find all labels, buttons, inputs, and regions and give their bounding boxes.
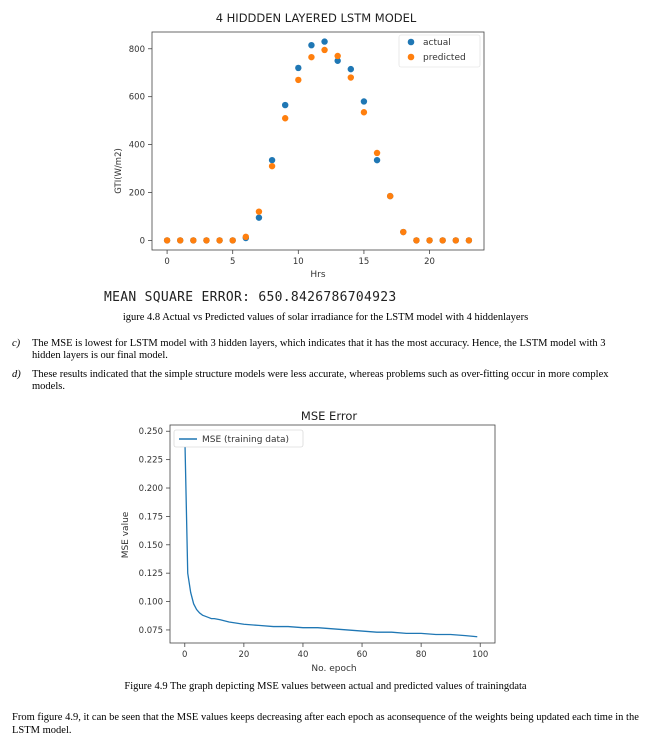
figure-4-9-caption: Figure 4.9 The graph depicting MSE values between actual and predicted values of trainingdata (124, 681, 527, 692)
chart1-xlabel: Hrs (310, 270, 326, 280)
chart2-ytick-label: 0.125 (138, 569, 163, 580)
legend-predicted-label: predicted (423, 53, 466, 63)
legend-actual-label: actual (423, 38, 451, 48)
chart2-ytick-label: 0.250 (138, 427, 163, 438)
chart2-ytick-label: 0.225 (138, 455, 163, 466)
list-marker: c) (12, 338, 21, 349)
chart2-xtick-label: 20 (238, 650, 250, 660)
chart1-xtick-label: 0 (164, 257, 170, 267)
chart2-xtick-label: 100 (472, 650, 489, 660)
body-paragraph: From figure 4.9, it can be seen that the MSE values keeps decreasing after each epoch as aconsequence of the weights being updated each time in the LSTM model. (12, 712, 639, 736)
chart1-xtick-label: 5 (229, 257, 236, 267)
chart2-ytick-label: 0.200 (138, 484, 163, 495)
list-text: The MSE is lowest for LSTM model with 3 hidden layers, which indicates that it has the most accuracy. Hence, the LSTM model with 3 hidden layers is our final model. (32, 338, 606, 361)
chart1-ytick-label: 200 (128, 188, 145, 199)
chart2-ytick-label: 0.075 (138, 625, 163, 636)
legend-mse-label: MSE (training data) (202, 435, 290, 445)
chart2-title: MSE Error (300, 409, 358, 423)
chart2-xtick-label: 40 (297, 650, 309, 660)
chart1-ytick-label: 400 (128, 140, 145, 151)
chart2-legend (174, 430, 303, 447)
mean-square-error-output: MEAN SQUARE ERROR: 650.8426786704923 (104, 290, 397, 305)
chart2-xtick-label: 80 (415, 650, 427, 660)
chart1-xtick-label: 20 (424, 257, 435, 267)
chart2-plot-frame (170, 425, 495, 643)
chart2-xlabel: No. epoch (311, 664, 357, 674)
chart1-ytick-label: 0 (139, 236, 145, 247)
chart1-ytick-label: 600 (128, 92, 145, 103)
chart2-ytick-label: 0.175 (138, 512, 163, 523)
list-text: These results indicated that the simple structure models were less accurate, whereas problems such as over-fitting occur in more complex models. (32, 369, 609, 392)
list-marker: d) (12, 369, 21, 380)
chart2-xtick-label: 0 (182, 650, 188, 660)
mse-series-line (185, 434, 478, 637)
chart1-ylabel: GTI(W/m2) (114, 148, 124, 194)
chart1-xtick-label: 10 (292, 257, 304, 267)
chart1-title: 4 HIDDDEN LAYERED LSTM MODEL (215, 11, 417, 25)
chart2-xtick-label: 60 (356, 650, 368, 660)
chart2-ylabel: MSE value (121, 511, 131, 559)
chart2-ytick-label: 0.150 (138, 540, 163, 551)
chart2-ytick-label: 0.100 (138, 597, 163, 608)
figure-4-8-caption: igure 4.8 Actual vs Predicted values of solar irradiance for the LSTM model with 4 hiddenlayers (122, 312, 529, 323)
chart1-ytick-label: 800 (128, 44, 145, 55)
chart1-xtick-label: 15 (358, 257, 370, 267)
